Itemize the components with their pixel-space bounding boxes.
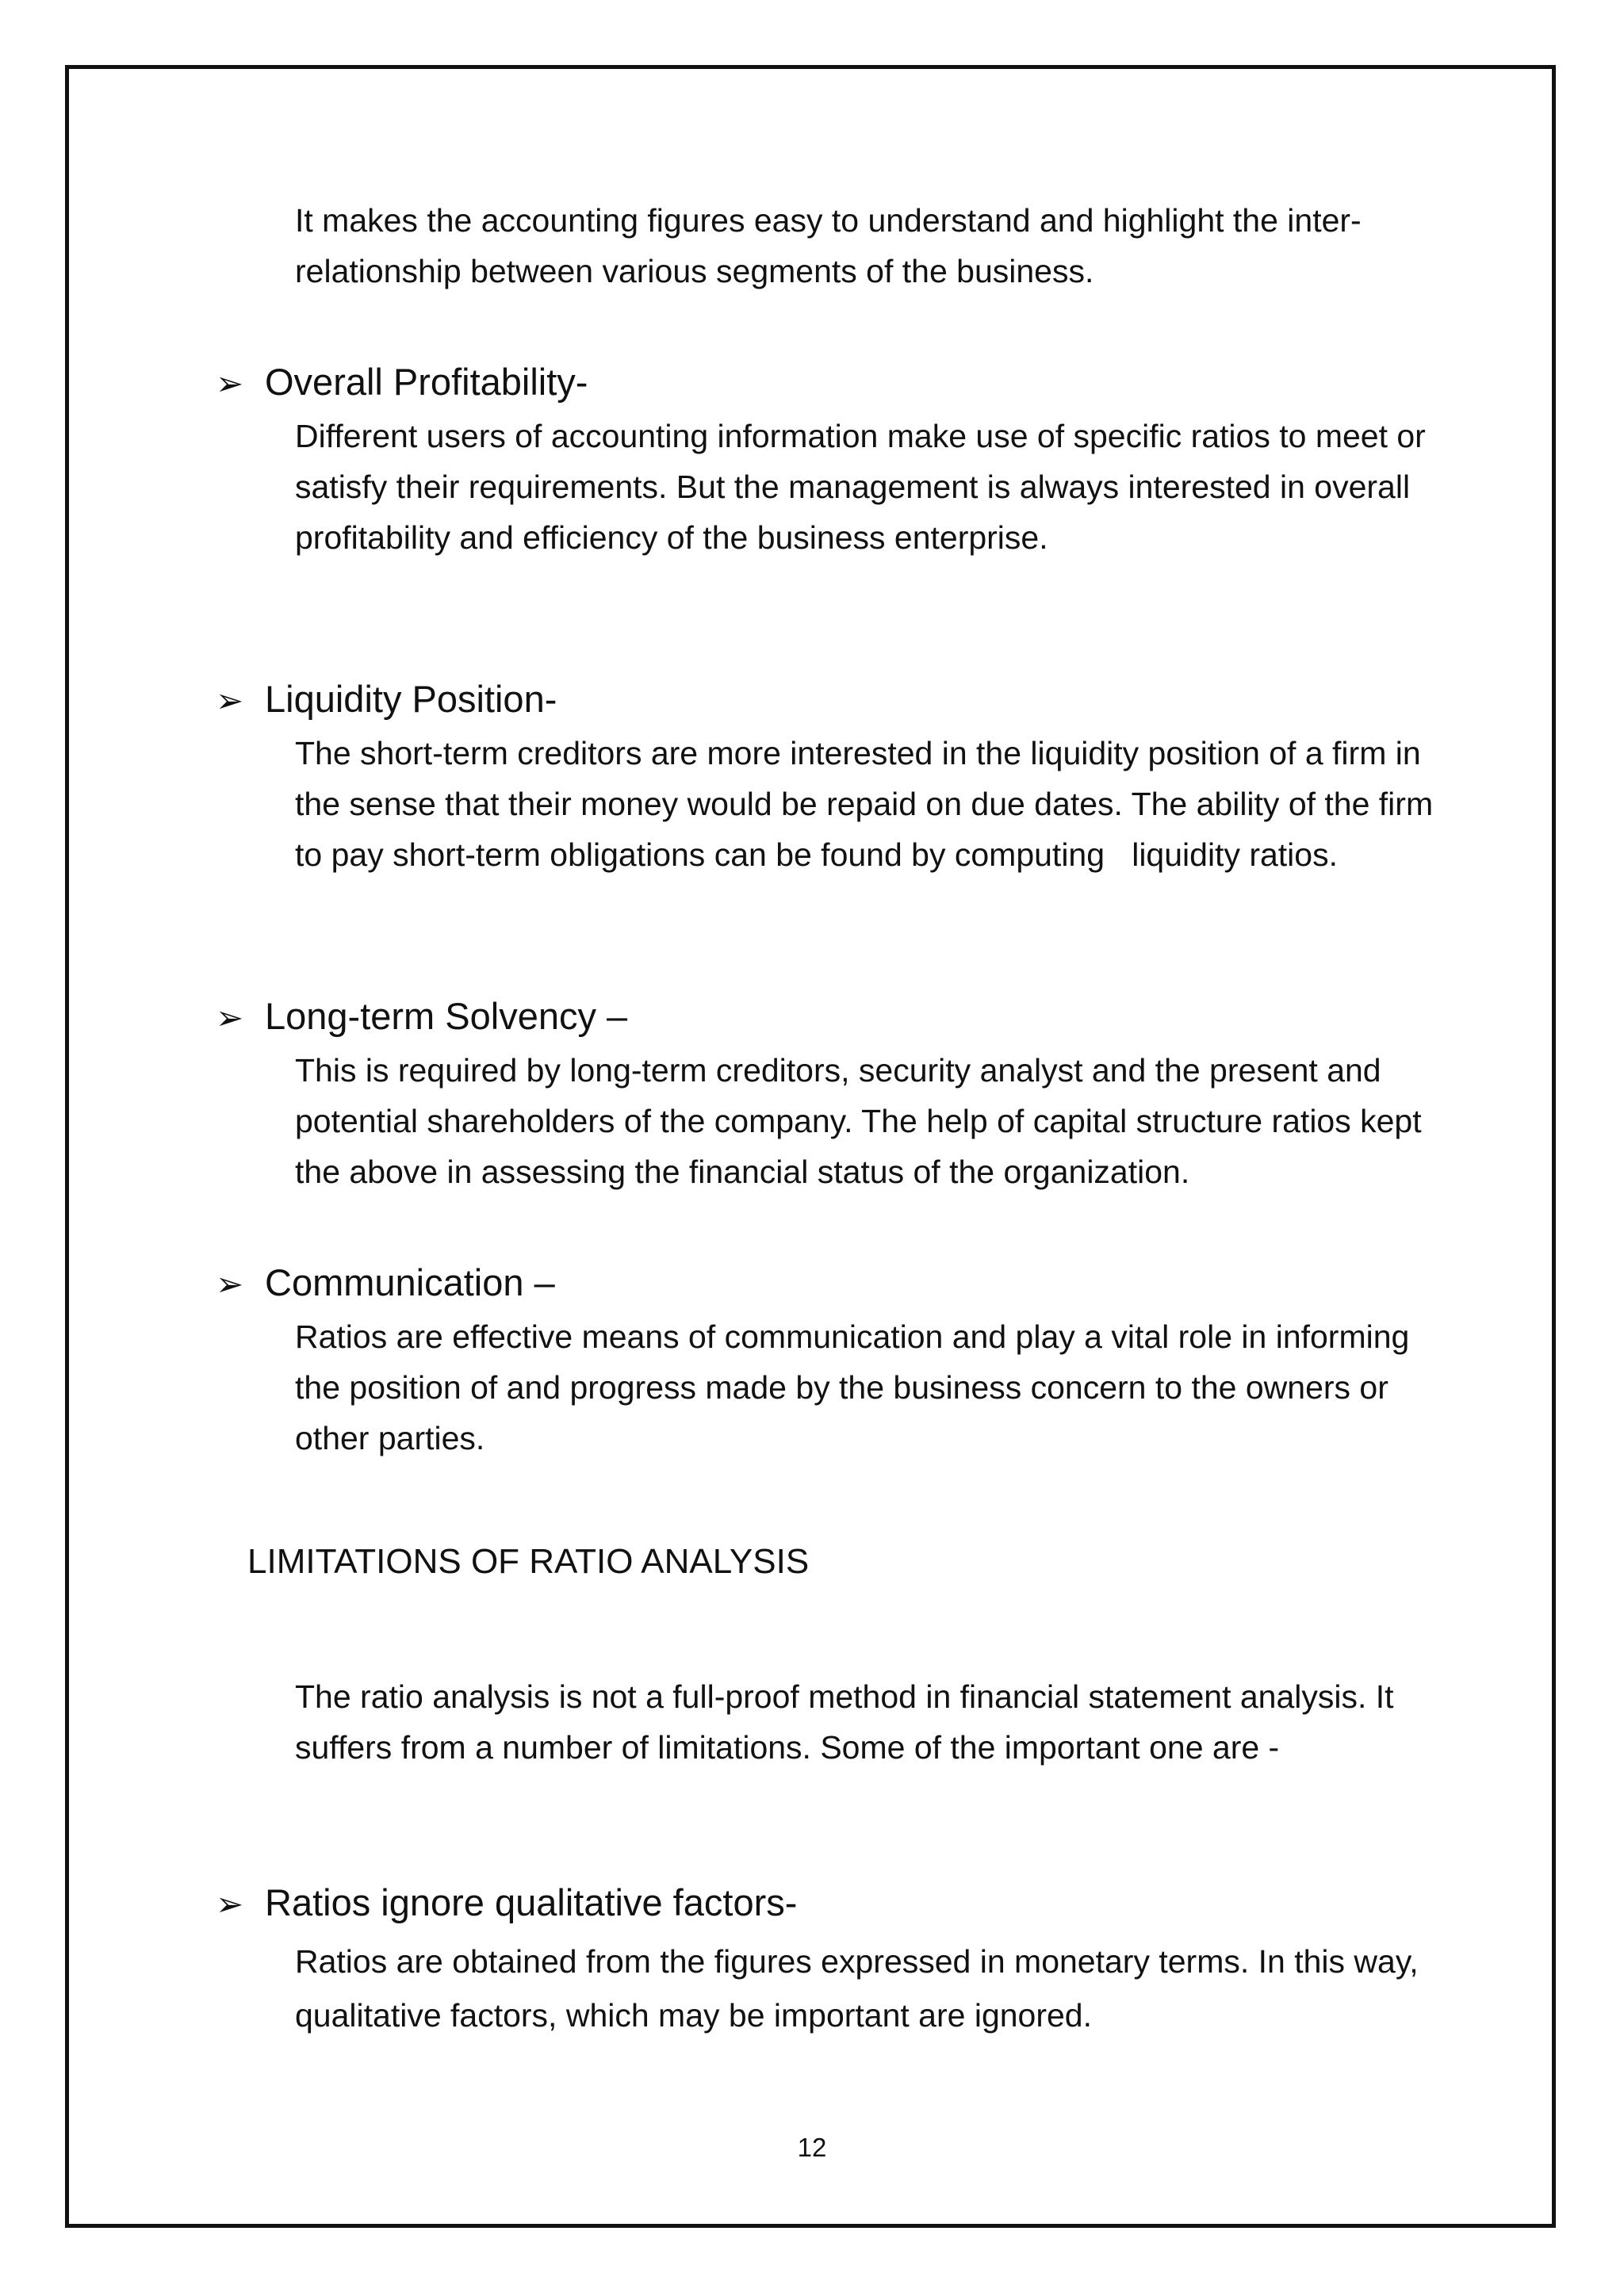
section-heading-label: Overall Profitability-	[265, 361, 588, 403]
intro-paragraph: It makes the accounting figures easy to understand and highlight the inter-relationship between various segments of the business.	[295, 202, 1362, 289]
arrow-bullet-icon: ➢	[216, 681, 244, 720]
section-heading-label: Liquidity Position-	[265, 678, 557, 720]
arrow-bullet-icon: ➢	[216, 1885, 244, 1923]
section-body-overall-profitability: Different users of accounting information make use of specific ratios to meet or satisfy their requirements. But the management is always interested in overall profitability and efficiency of the business enterprise.	[295, 418, 1426, 556]
arrow-bullet-icon: ➢	[216, 1265, 244, 1303]
section-heading-label: Long-term Solvency –	[265, 995, 628, 1037]
section-heading-long-term-solvency	[216, 993, 627, 1042]
section-heading-label: Communication –	[265, 1261, 555, 1303]
arrow-bullet-icon: ➢	[216, 998, 244, 1037]
section-heading-overall-profitability	[216, 358, 588, 408]
section-body-communication: Ratios are effective means of communication and play a vital role in informing the position of and progress made by the business concern to the owners or other parties.	[295, 1318, 1410, 1456]
limitation-body-qualitative-factors: Ratios are obtained from the figures expressed in monetary terms. In this way, qualitative factors, which may be important are ignored.	[295, 1943, 1419, 2034]
arrow-bullet-icon: ➢	[216, 364, 244, 403]
section-body-long-term-solvency: This is required by long-term creditors, security analyst and the present and potential shareholders of the company. The help of capital structure ratios kept the above in assessing the financial status of the organization.	[295, 1052, 1422, 1190]
section-heading-liquidity-position	[216, 675, 557, 725]
section-body-liquidity-position: The short-term creditors are more interested in the liquidity position of a firm in the sense that their money would be repaid on due dates. The ability of the firm to pay short-term obligations can be found by computing liquidity ratios.	[295, 735, 1442, 873]
limitation-heading-label: Ratios ignore qualitative factors-	[265, 1881, 798, 1923]
section-heading-communication	[216, 1259, 555, 1308]
limitation-heading-qualitative-factors	[216, 1879, 797, 1928]
limitations-intro: The ratio analysis is not a full-proof method in financial statement analysis. It suffers from a number of limitations. Some of the important one are -	[295, 1678, 1394, 1766]
limitations-title: LIMITATIONS OF RATIO ANALYSIS	[247, 1542, 810, 1581]
page-number: 12	[797, 2133, 827, 2162]
